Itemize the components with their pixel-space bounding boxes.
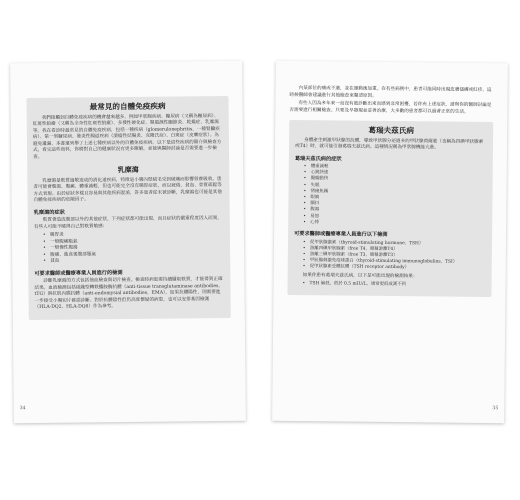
graves-paragraph: 身體產生刺激甲狀腺的抗體，導致甲狀腺分泌過多的甲狀腺荷爾蒙（也稱為四碘甲狀腺素或T4）時，就可能引發葛瑞夫茲氏病。這種情況稱為甲狀腺機能亢進。 xyxy=(294,137,484,151)
celiac-tests-paragraph: 診斷乳糜瀉的方式包括抽血檢查與切片檢查。檢查時病患需持續攝取麩質，才能得到正確結果。血液檢測包括組織型轉麩醯胺酶抗體（anti-tissue transglutaminase antibodies，tTG）與抗肌內膜抗體（anti-endomysial antibodies，EMA），如果抗體陽性，則需要進一步接受小腸切片確認診斷。對於抗體陰性但仍高度懷疑的病患，也可以安排基因檢測（HLA-DQ2、HLA-DQ8）作為參考。 xyxy=(34,277,224,311)
box-title: 最常見的自體免疫疾病 xyxy=(89,101,166,112)
sidebar-box xyxy=(26,96,230,320)
celiac-tests-heading: 可要求醫師或醫療專業人員進行的檢測 xyxy=(34,270,123,277)
continued-paragraph: 內某部位的痛或不適，並在運動後加重。在有些病例中，患者可能同時出現皮膚搔癢或紅疹，這時候醫師會建議進行其他檢查來釐清原因。 xyxy=(289,86,492,99)
graves-tests-list xyxy=(294,240,486,273)
list-item: • 失眠 xyxy=(295,183,487,191)
list-item: • 腹痛、進食後腹部脹氣 xyxy=(34,251,224,260)
section-title-celiac: 乳糜瀉 xyxy=(117,164,139,175)
list-item: • TSH 偏低，低於 0.5 mIU/L，通常更低或測不到 xyxy=(294,281,486,289)
list-item: • 體重減輕 xyxy=(295,164,487,172)
list-item: • 一般慢性腹瀉 xyxy=(34,244,224,253)
right-page xyxy=(272,61,508,423)
list-item: • 游離四碘甲狀腺素（free T4，簡稱游離T4） xyxy=(294,246,486,254)
graves-symptoms-heading: 葛瑞夫茲氏病的症狀 xyxy=(294,155,342,162)
graves-results-list xyxy=(294,281,486,289)
section-title-graves: 葛瑞夫茲氏病 xyxy=(368,125,414,136)
graves-symptoms-list xyxy=(294,164,487,228)
list-item: • 眼睛 xyxy=(294,195,486,203)
list-item: • 甲狀腺刺激免疫球蛋白（thyroid-stimulating immunoglobulins，TSI） xyxy=(294,258,486,266)
list-item: • 游離三碘甲狀腺素（free T3，簡稱游離T3） xyxy=(294,252,486,260)
list-item: • 腹瀉 xyxy=(294,207,486,215)
page-number: 35 xyxy=(492,406,499,412)
continued-text xyxy=(289,86,493,116)
list-item: • 情緒焦躁 xyxy=(294,189,486,197)
list-item: • 促甲狀腺素受體抗體（TSH receptor antibody） xyxy=(294,264,486,272)
results-intro: 如果你患有葛瑞夫茲氏病，以下是可能出現的檢測結果： xyxy=(302,272,418,279)
celiac-paragraph: 乳糜瀉是麩質過敏造成的消化道疾病，特徵是小腸內壁絨毛受到破壞而影響營養吸收。患者可能會腹瀉、腹痛、體重減輕，但也可能完全沒有腸胃症狀，而以疲倦、貧血、骨質疏鬆等方式表現。由於症狀多樣且容易與其他疾病混淆，許多患者從未被診斷，乳糜瀉也可能是其他自體免疫疾病的危險因子。 xyxy=(33,176,222,203)
continued-paragraph-2: 有些人因為多年來一直沒有被診斷出來而感到非常困擾，若你有上述症狀，請與你的醫師討論是否需要進行相關檢查。只要及早發現並妥善治療，大多數的患者都可以過著正常的生活。 xyxy=(289,101,492,115)
graves-tests-heading: 可要求醫師或醫療專業人員進行以下檢測 xyxy=(294,231,388,239)
list-item: • 心跳快速 xyxy=(295,170,487,178)
list-item: • 顫抖 xyxy=(294,201,486,209)
left-page xyxy=(10,61,246,423)
celiac-symptoms-intro: 麩質會造成腹部以外的其他症狀，下列症狀都可能出現，而且症狀的嚴重程度因人而異，有些人可能不曉得自己對麩質敏感： xyxy=(33,216,222,230)
celiac-symptoms-list xyxy=(34,231,224,266)
intro-paragraph: 我們接觸到自體免疫疾病的機會越來越多，例如甲狀腺疾病、糖尿病（又稱為糖尿病）、紅斑性狼瘡（又稱為全身性紅斑性狼瘡）、多發性硬化症、類風濕性關節炎、乾燥症、乳糜瀉等。我在看診時最常見的自體免疫疾病，包括一種疾病（glomerulonephritis，一種腎臟疾病）、第一型糖尿病、發炎性腸道疾病（潰瘍性結腸炎、克隆氏症）、白斑症（皮膚症狀）。為避免遺漏，本書還列舉了上述七種疾病以外的自體免疫疾病。以下是這些疾病的簡介與檢查方式。看完這些資料，你將對自己的健康狀況有更多瞭解，並能與醫師討論是否需要進一步檢查。 xyxy=(32,113,222,160)
list-item: • 腸胃炎 xyxy=(34,231,224,240)
list-item: • 貧血 xyxy=(34,257,224,266)
list-item: • 心悸 xyxy=(294,220,486,228)
list-item: • 促甲狀腺激素（thyroid-stimulating hormone，TSH） xyxy=(294,240,486,248)
list-item: • 腸蠕動快 xyxy=(295,176,487,184)
list-item: • 易怒 xyxy=(294,214,486,222)
list-item: • 一般腹痛脹氣 xyxy=(34,238,224,247)
graves-box xyxy=(287,120,493,297)
celiac-symptoms-heading: 乳糜瀉的症狀 xyxy=(33,209,65,216)
page-number: 34 xyxy=(19,406,26,412)
